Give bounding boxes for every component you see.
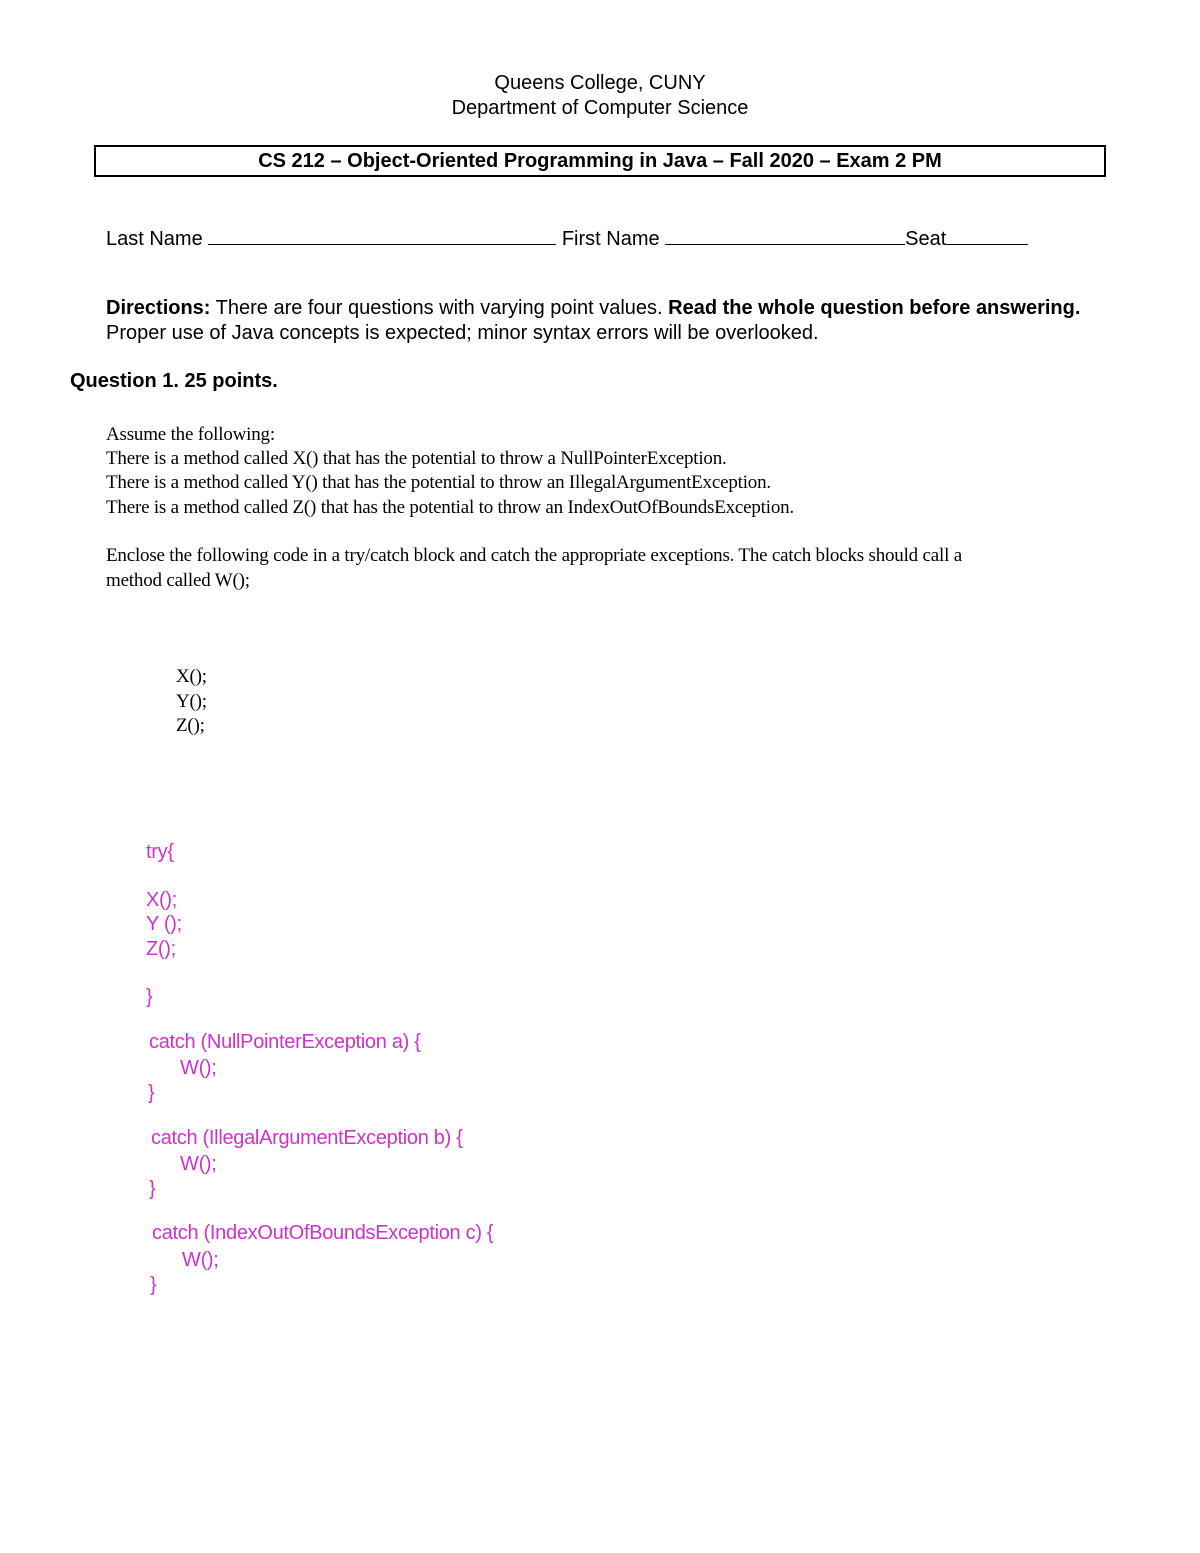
question-line: There is a method called Z() that has the potential to throw an IndexOutOfBoundsException. (106, 497, 794, 518)
question-line: There is a method called Y() that has the potential to throw an IllegalArgumentException. (106, 472, 771, 493)
answer-catch-body: W(); (180, 1153, 217, 1175)
question-line: There is a method called X() that has the potential to throw a NullPointerException. (106, 448, 727, 469)
answer-call: X(); (146, 889, 178, 911)
answer-catch-header: catch (NullPointerException a) { (149, 1031, 421, 1053)
answer-call: Z(); (146, 938, 176, 960)
course-title: CS 212 – Object-Oriented Programming in Java – Fall 2020 – Exam 2 PM (258, 150, 942, 172)
answer-catch-close: } (150, 1274, 157, 1296)
code-line: Z(); (176, 715, 205, 736)
course-title-box (94, 145, 1106, 177)
seat-label: Seat (905, 228, 947, 250)
answer-call: Y (); (146, 913, 182, 935)
answer-catch-close: } (148, 1082, 155, 1104)
answer-try-close: } (146, 986, 153, 1008)
directions (106, 296, 1106, 346)
instruction-line: method called W(); (106, 570, 250, 591)
college-name: Queens College, CUNY (494, 72, 706, 94)
first-name-label: First Name (556, 228, 666, 250)
code-line: X(); (176, 666, 207, 687)
directions-text-2: Proper use of Java concepts is expected; minor syntax errors will be overlooked. (106, 322, 819, 344)
answer-catch-header: catch (IndexOutOfBoundsException c) { (152, 1222, 494, 1244)
code-line: Y(); (176, 691, 207, 712)
last-name-label: Last Name (106, 228, 209, 250)
department-name: Department of Computer Science (451, 97, 749, 119)
answer-catch-body: W(); (180, 1057, 217, 1079)
answer-catch-body: W(); (182, 1249, 219, 1271)
answer-try-open: try{ (146, 841, 174, 863)
seat-blank[interactable] (946, 226, 1028, 245)
question-1-heading: Question 1. 25 points. (70, 370, 278, 392)
first-name-blank[interactable] (665, 226, 905, 245)
name-fields (106, 226, 1028, 251)
directions-bold-text: Read the whole question before answering. (668, 297, 1081, 319)
directions-label: Directions: (106, 297, 211, 319)
answer-catch-header: catch (IllegalArgumentException b) { (151, 1127, 463, 1149)
directions-text-1: There are four questions with varying point values. (210, 297, 669, 319)
answer-catch-close: } (149, 1178, 156, 1200)
last-name-blank[interactable] (208, 226, 556, 245)
instruction-line: Enclose the following code in a try/catch block and catch the appropriate exceptions. The catch blocks should call a (106, 545, 962, 566)
question-line: Assume the following: (106, 424, 275, 445)
